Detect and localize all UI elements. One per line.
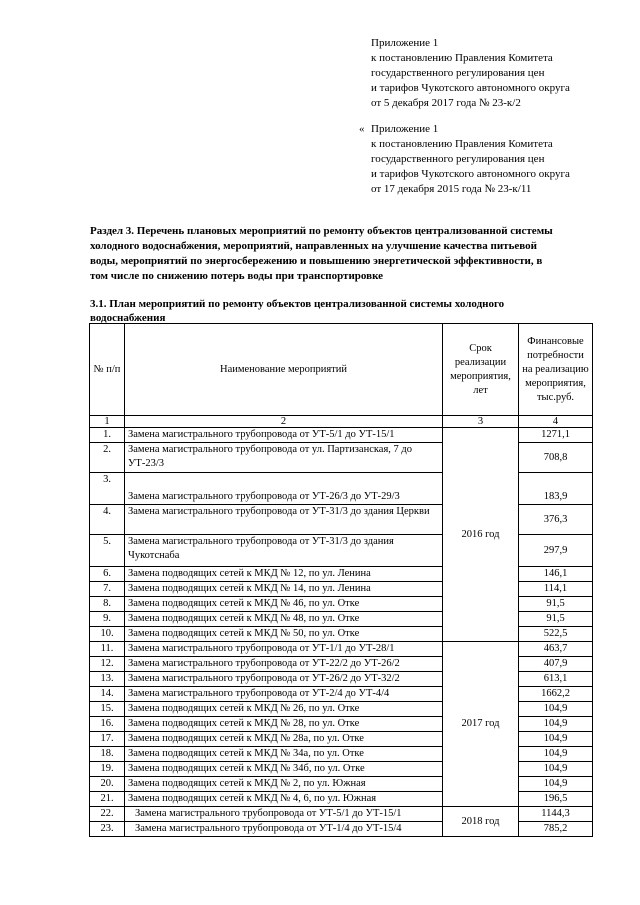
row-number: 15. [90, 702, 125, 717]
row-amount: 297,9 [519, 535, 593, 567]
appendix-line: от 17 декабря 2015 года № 23-к/11 [371, 183, 532, 195]
header-finance: Финансовые потребности на реализацию мероприятия, тыс.руб. [519, 324, 593, 416]
row-number: 10. [90, 627, 125, 642]
row-amount: 104,9 [519, 777, 593, 792]
row-amount: 91,5 [519, 597, 593, 612]
row-amount: 114,1 [519, 582, 593, 597]
row-amount: 407,9 [519, 657, 593, 672]
row-name: Замена магистрального трубопровода от УТ-5/1 до УТ-15/1 [125, 807, 443, 822]
section-title-line: воды, мероприятий по энергосбережению и повышению энергетической эффективности, в [90, 255, 543, 267]
row-number: 7. [90, 582, 125, 597]
row-number: 20. [90, 777, 125, 792]
row-name: Замена подводящих сетей к МКД № 34а, по ул. Отке [125, 747, 443, 762]
row-amount: 104,9 [519, 762, 593, 777]
row-number: 16. [90, 717, 125, 732]
row-amount: 91,5 [519, 612, 593, 627]
appendix-line: государственного регулирования цен [371, 153, 545, 165]
row-amount: 613,1 [519, 672, 593, 687]
row-amount: 708,8 [519, 443, 593, 473]
period-2017: 2017 год [443, 642, 519, 807]
row-name: Замена подводящих сетей к МКД № 12, по ул. Ленина [125, 567, 443, 582]
column-number-row [90, 416, 593, 428]
section-title-line: Раздел 3. Перечень плановых мероприятий по ремонту объектов централизованной системы [90, 225, 553, 237]
row-number: 3. [90, 473, 125, 505]
row-name: Замена подводящих сетей к МКД № 14, по ул. Ленина [125, 582, 443, 597]
row-name: Замена подводящих сетей к МКД № 28а, по ул. Отке [125, 732, 443, 747]
header-num: № п/п [90, 324, 125, 416]
section-title [90, 224, 590, 284]
row-number: 14. [90, 687, 125, 702]
row-amount: 1144,3 [519, 807, 593, 822]
appendix-line: Приложение 1 [371, 123, 439, 135]
column-number: 3 [443, 416, 519, 428]
row-number: 17. [90, 732, 125, 747]
subsection-title-line: 3.1. План мероприятий по ремонту объектов централизованной системы холодного [90, 298, 505, 310]
appendix-line: и тарифов Чукотского автономного округа [371, 168, 570, 180]
column-number: 4 [519, 416, 593, 428]
row-name: Замена подводящих сетей к МКД № 34б, по ул. Отке [125, 762, 443, 777]
row-amount: 1271,1 [519, 428, 593, 443]
row-name: Замена магистрального трубопровода от УТ-31/3 до здания Церкви [125, 505, 443, 535]
row-amount: 785,2 [519, 822, 593, 837]
section-title-line: холодного водоснабжения, мероприятий, направленных на улучшение качества питьевой [90, 240, 537, 252]
row-amount: 146,1 [519, 567, 593, 582]
row-number: 1. [90, 428, 125, 443]
row-number: 23. [90, 822, 125, 837]
row-number: 2. [90, 443, 125, 473]
row-number: 5. [90, 535, 125, 567]
column-number: 2 [125, 416, 443, 428]
appendix-line: от 5 декабря 2017 года № 23-к/2 [371, 97, 521, 109]
row-name: Замена магистрального трубопровода от ул. Партизанская, 7 до УТ-23/3 [125, 443, 443, 473]
row-amount: 104,9 [519, 702, 593, 717]
row-number: 21. [90, 792, 125, 807]
appendix-header-current [371, 36, 570, 111]
appendix-line: к постановлению Правления Комитета [371, 138, 553, 150]
row-number: 8. [90, 597, 125, 612]
header-name: Наименование мероприятий [125, 324, 443, 416]
row-number: 19. [90, 762, 125, 777]
row-number: 18. [90, 747, 125, 762]
appendix-header-previous [359, 122, 570, 197]
row-amount: 196,5 [519, 792, 593, 807]
opening-quote: « [359, 123, 365, 135]
table-row [90, 428, 593, 443]
row-amount: 1662,2 [519, 687, 593, 702]
row-number: 6. [90, 567, 125, 582]
row-amount: 522,5 [519, 627, 593, 642]
row-name: Замена магистрального трубопровода от УТ-2/4 до УТ-4/4 [125, 687, 443, 702]
row-number: 12. [90, 657, 125, 672]
row-name: Замена магистрального трубопровода от УТ-22/2 до УТ-26/2 [125, 657, 443, 672]
row-number: 9. [90, 612, 125, 627]
appendix-line: к постановлению Правления Комитета [371, 52, 553, 64]
row-name: Замена подводящих сетей к МКД № 26, по ул. Отке [125, 702, 443, 717]
appendix-line: государственного регулирования цен [371, 67, 545, 79]
row-amount: 104,9 [519, 747, 593, 762]
table-row [90, 807, 593, 822]
row-number: 22. [90, 807, 125, 822]
table-header-row [90, 324, 593, 416]
plan-table [89, 323, 593, 837]
row-amount: 463,7 [519, 642, 593, 657]
subsection-title-line: водоснабжения [90, 312, 166, 324]
row-name: Замена подводящих сетей к МКД № 48, по ул. Отке [125, 612, 443, 627]
appendix-line: Приложение 1 [371, 37, 439, 49]
period-2018: 2018 год [443, 807, 519, 837]
section-title-line: том числе по снижению потерь воды при транспортировке [90, 270, 384, 282]
row-number: 11. [90, 642, 125, 657]
row-name: Замена подводящих сетей к МКД № 4, 6, по ул. Южная [125, 792, 443, 807]
row-name: Замена подводящих сетей к МКД № 28, по ул. Отке [125, 717, 443, 732]
row-name: Замена подводящих сетей к МКД № 46, по ул. Отке [125, 597, 443, 612]
row-name: Замена магистрального трубопровода от УТ-1/1 до УТ-28/1 [125, 642, 443, 657]
row-amount: 104,9 [519, 732, 593, 747]
row-name: Замена магистрального трубопровода от УТ-26/3 до УТ-29/3 [125, 473, 443, 505]
row-amount: 104,9 [519, 717, 593, 732]
row-name: Замена магистрального трубопровода от УТ-31/3 до здания Чукотснаба [125, 535, 443, 567]
appendix-line: и тарифов Чукотского автономного округа [371, 82, 570, 94]
row-name: Замена магистрального трубопровода от УТ-5/1 до УТ-15/1 [125, 428, 443, 443]
row-amount: 183,9 [519, 473, 593, 505]
row-name: Замена подводящих сетей к МКД № 2, по ул. Южная [125, 777, 443, 792]
header-period: Срок реализации мероприятия, лет [443, 324, 519, 416]
row-number: 13. [90, 672, 125, 687]
row-number: 4. [90, 505, 125, 535]
subsection-title [90, 297, 590, 325]
table-row [90, 642, 593, 657]
period-2016: 2016 год [443, 428, 519, 642]
row-name: Замена магистрального трубопровода от УТ-26/2 до УТ-32/2 [125, 672, 443, 687]
column-number: 1 [90, 416, 125, 428]
row-amount: 376,3 [519, 505, 593, 535]
row-name: Замена магистрального трубопровода от УТ-1/4 до УТ-15/4 [125, 822, 443, 837]
row-name: Замена подводящих сетей к МКД № 50, по ул. Отке [125, 627, 443, 642]
